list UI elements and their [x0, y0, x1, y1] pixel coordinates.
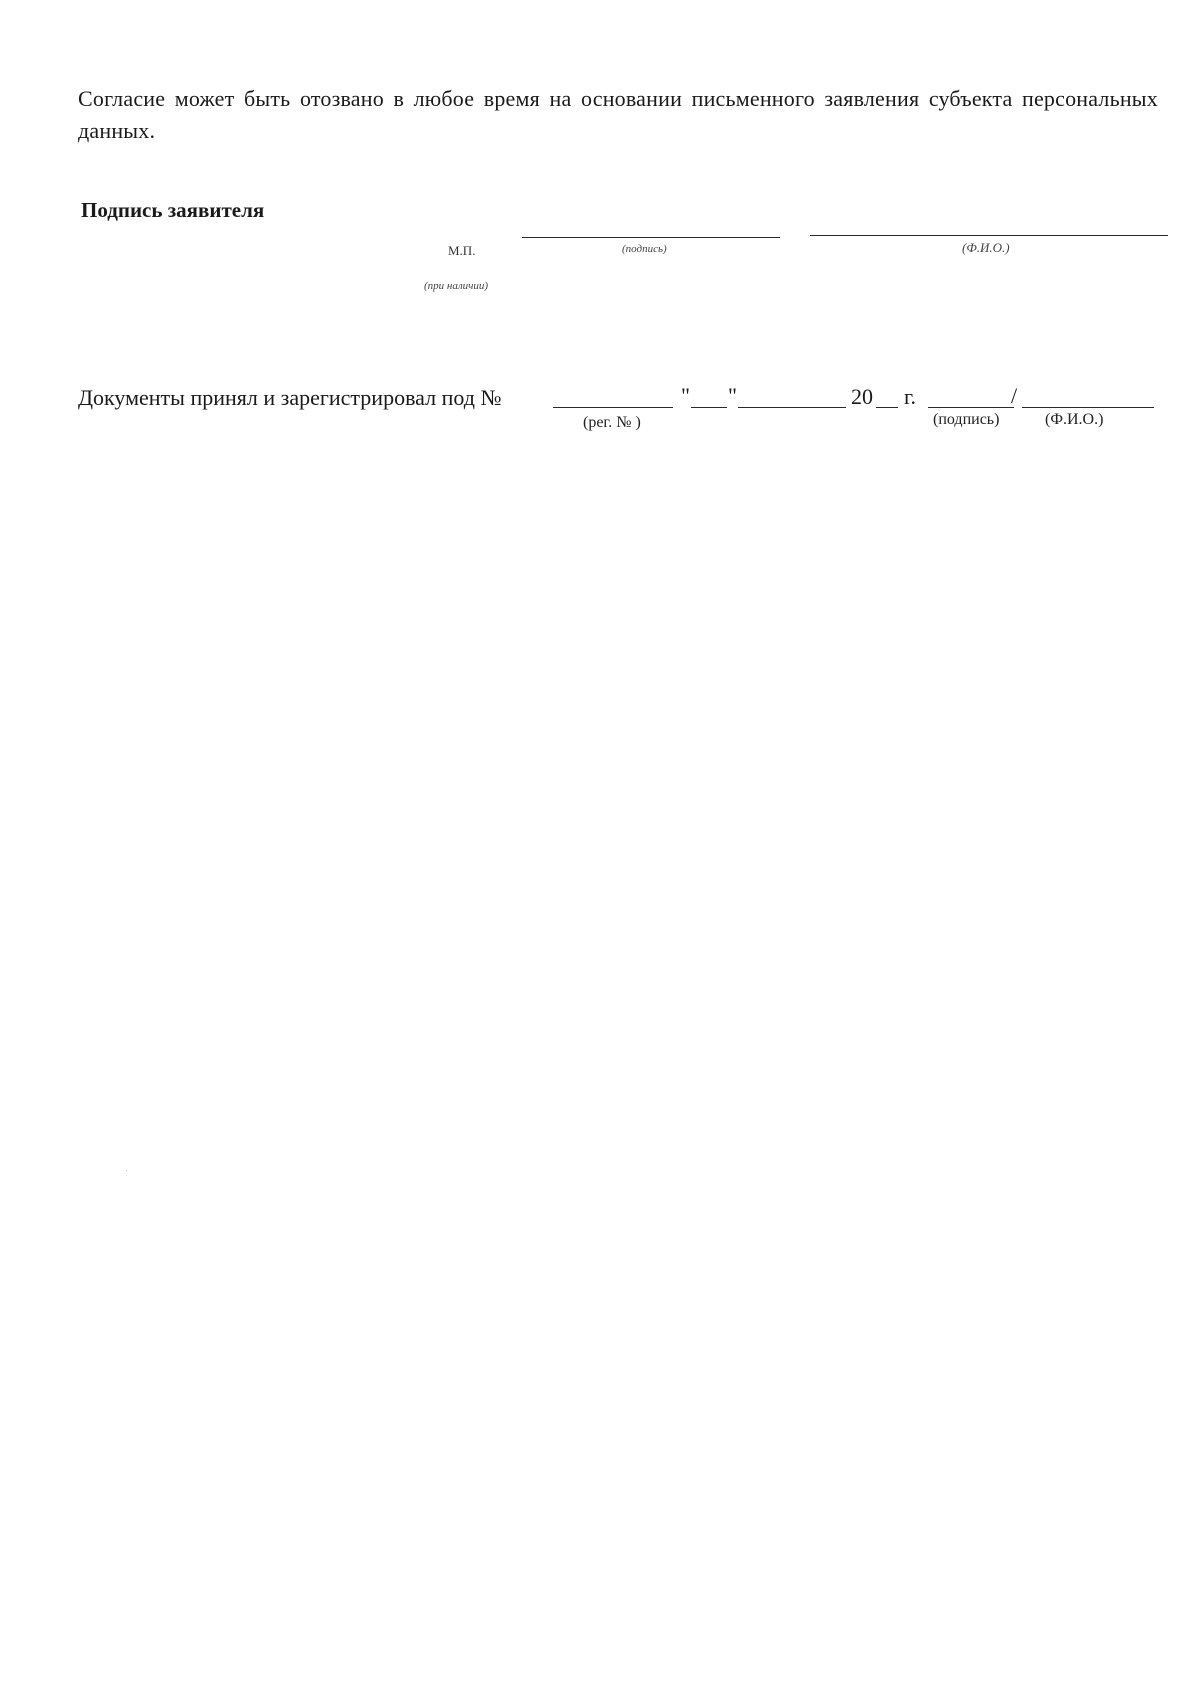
reg-number-caption: (рег. № ) [583, 414, 641, 431]
year-suffix: г. [904, 384, 917, 409]
stamp-note: (при наличии) [424, 280, 489, 292]
registrar-name-caption: (Ф.И.О.) [1045, 411, 1104, 428]
day-line [691, 407, 727, 408]
name-caption: (Ф.И.О.) [962, 240, 1010, 255]
stamp-label: М.П. [448, 243, 476, 258]
year-prefix: 20 [851, 384, 873, 409]
year-line [876, 407, 898, 408]
consent-paragraph: Согласие может быть отозвано в любое время на основании письменного заявления субъекта персональных данных. [78, 86, 1158, 143]
reg-number-line [553, 407, 673, 408]
month-line [738, 407, 846, 408]
name-line [810, 235, 1168, 236]
signature-heading: Подпись заявителя [81, 198, 265, 222]
scan-speck [126, 1170, 127, 1171]
registrar-name-line [1022, 407, 1154, 408]
separator-slash: / [1011, 383, 1018, 408]
day-quote-open: " [681, 383, 690, 408]
signature-line [522, 237, 780, 238]
registrar-signature-caption: (подпись) [933, 411, 1000, 428]
registration-label: Документы принял и зарегистрировал под № [78, 385, 502, 410]
day-quote-close: " [728, 383, 737, 408]
signature-caption: (подпись) [622, 243, 667, 255]
registrar-signature-line [928, 407, 1014, 408]
